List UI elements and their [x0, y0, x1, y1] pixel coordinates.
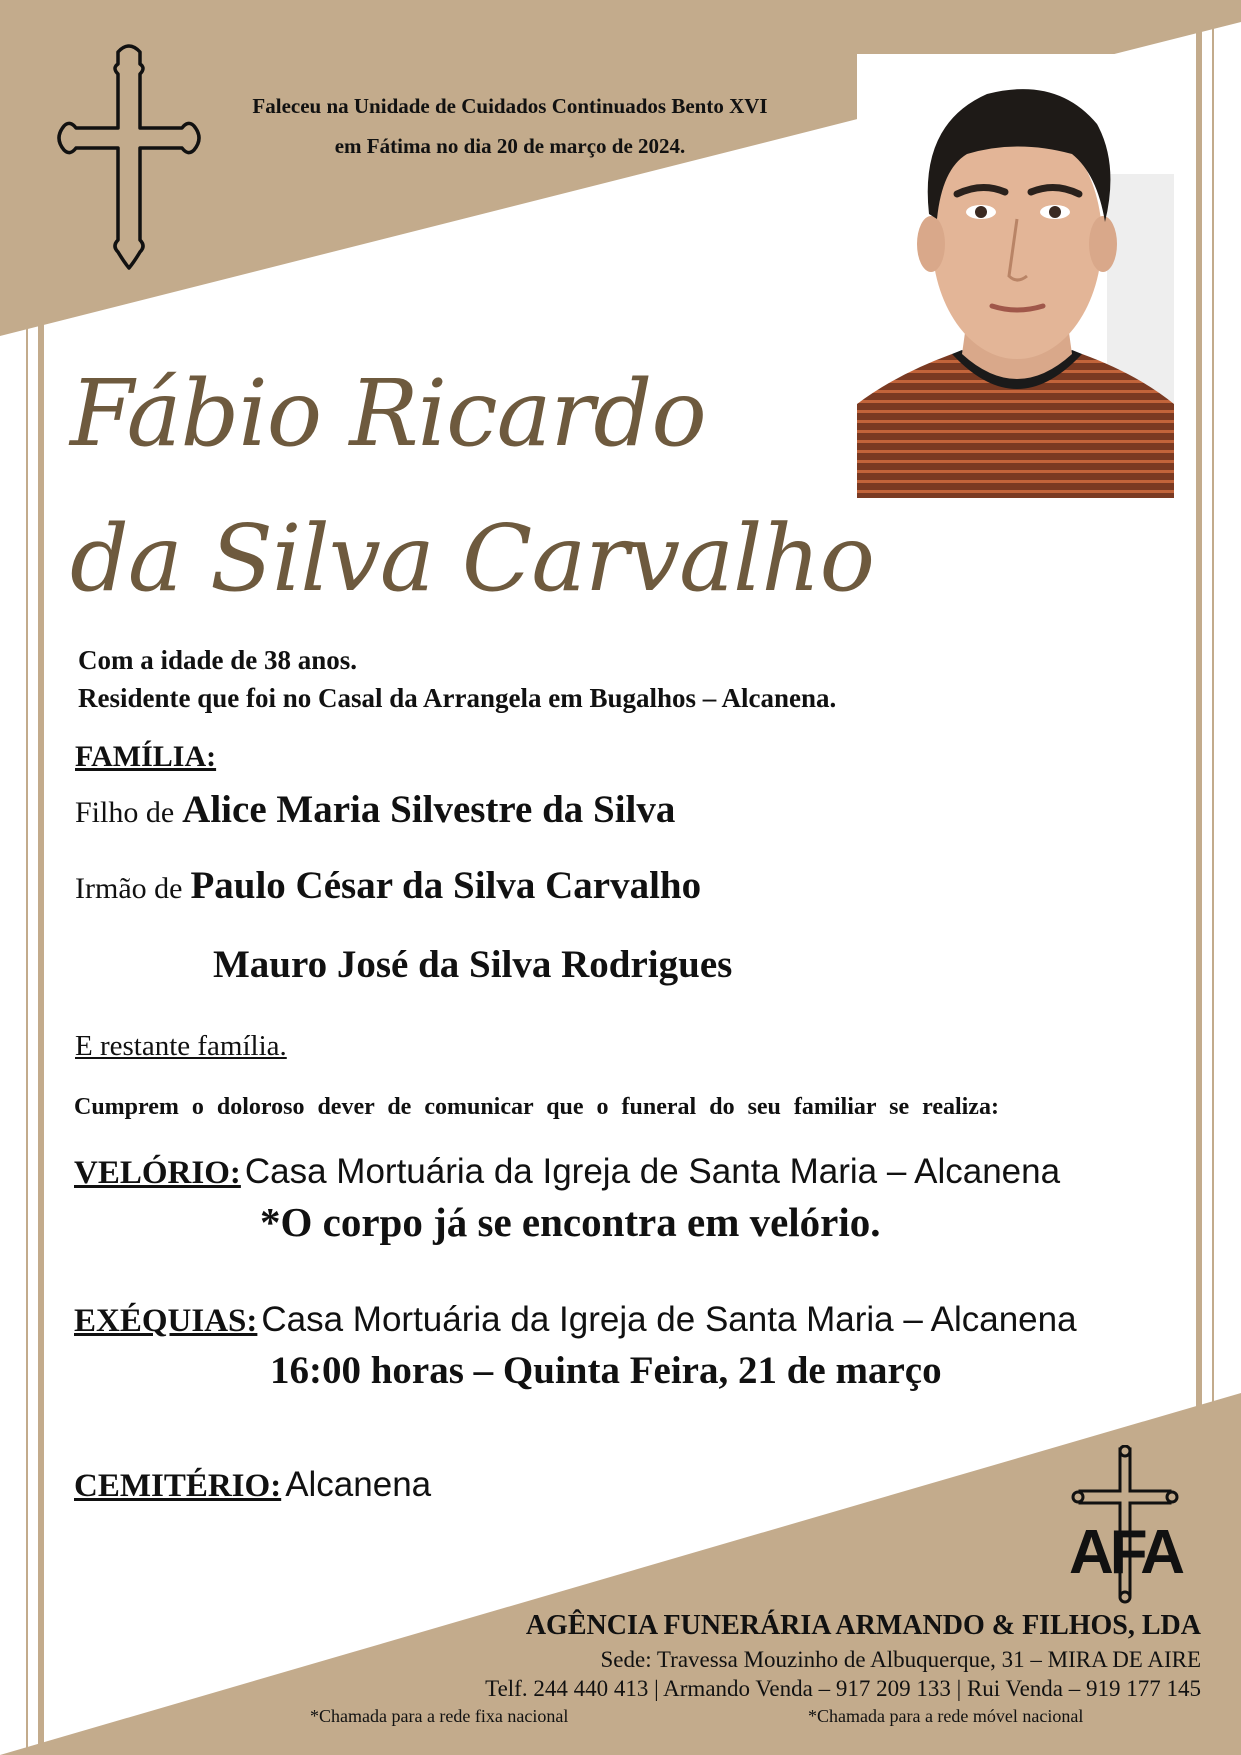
exequias-time: 16:00 horas – Quinta Feira, 21 de março — [270, 1349, 942, 1392]
velorio-location: Casa Mortuária da Igreja de Santa Maria – Alcanena — [244, 1152, 1061, 1191]
sibling-name: Paulo César da Silva Carvalho — [190, 864, 702, 907]
agency-name: AGÊNCIA FUNERÁRIA ARMANDO & FILHOS, LDA — [525, 1610, 1201, 1641]
parent-label: Filho de — [75, 796, 175, 829]
frame-line-left-inner — [38, 0, 44, 1755]
note-mobile-network: *Chamada para a rede móvel nacional — [808, 1706, 1084, 1726]
death-notice-line1: Faleceu na Unidade de Cuidados Continuados Bento XVI — [252, 94, 768, 118]
agency-address: Sede: Travessa Mouzinho de Albuquerque, 31 – MIRA DE AIRE — [600, 1647, 1201, 1672]
age-text: Com a idade de 38 anos. — [78, 645, 358, 675]
death-notice-line2: em Fátima no dia 20 de março de 2024. — [334, 134, 686, 158]
frame-line-right-outer — [1212, 0, 1214, 1755]
deceased-name-line2: da Silva Carvalho — [70, 505, 875, 612]
sibling-name: Mauro José da Silva Rodrigues — [213, 943, 733, 986]
agency-phones: Telf. 244 440 413 | Armando Venda – 917 209 133 | Rui Venda – 919 177 145 — [485, 1676, 1201, 1701]
parent-row — [75, 787, 675, 832]
note-fixed-network: *Chamada para a rede fixa nacional — [310, 1706, 569, 1726]
sibling-row — [75, 863, 701, 908]
parent-name: Alice Maria Silvestre da Silva — [182, 788, 676, 831]
frame-line-left-outer — [26, 0, 28, 1755]
residence-text: Residente que foi no Casal da Arrangela em Bugalhos – Alcanena. — [78, 683, 837, 713]
latin-cross-icon — [54, 40, 204, 272]
frame-line-right-inner — [1196, 0, 1202, 1755]
agency-logo-text: AFA — [1069, 1518, 1181, 1587]
agency-logo-icon — [1060, 1445, 1190, 1605]
exequias-row — [74, 1300, 1077, 1340]
velorio-label: VELÓRIO: — [74, 1155, 241, 1191]
death-notice — [205, 86, 815, 166]
portrait-photo — [857, 54, 1174, 498]
velorio-note: *O corpo já se encontra em velório. — [260, 1199, 881, 1245]
deceased-name-line1: Fábio Ricardo — [70, 360, 706, 467]
family-heading: FAMÍLIA: — [75, 740, 217, 773]
cemetery-label: CEMITÉRIO: — [74, 1468, 282, 1504]
sibling-label: Irmão de — [75, 872, 183, 905]
cemetery-location: Alcanena — [285, 1465, 432, 1504]
exequias-location: Casa Mortuária da Igreja de Santa Maria – Alcanena — [261, 1300, 1077, 1339]
deceased-details — [78, 641, 836, 717]
exequias-label: EXÉQUIAS: — [74, 1303, 258, 1339]
remaining-family: E restante família. — [75, 1030, 287, 1062]
velorio-row — [74, 1152, 1060, 1192]
cemetery-row — [74, 1465, 431, 1505]
funeral-announcement: Cumprem o doloroso dever de comunicar que o funeral do seu familiar se realiza: — [74, 1094, 999, 1120]
sibling-row — [213, 942, 732, 987]
